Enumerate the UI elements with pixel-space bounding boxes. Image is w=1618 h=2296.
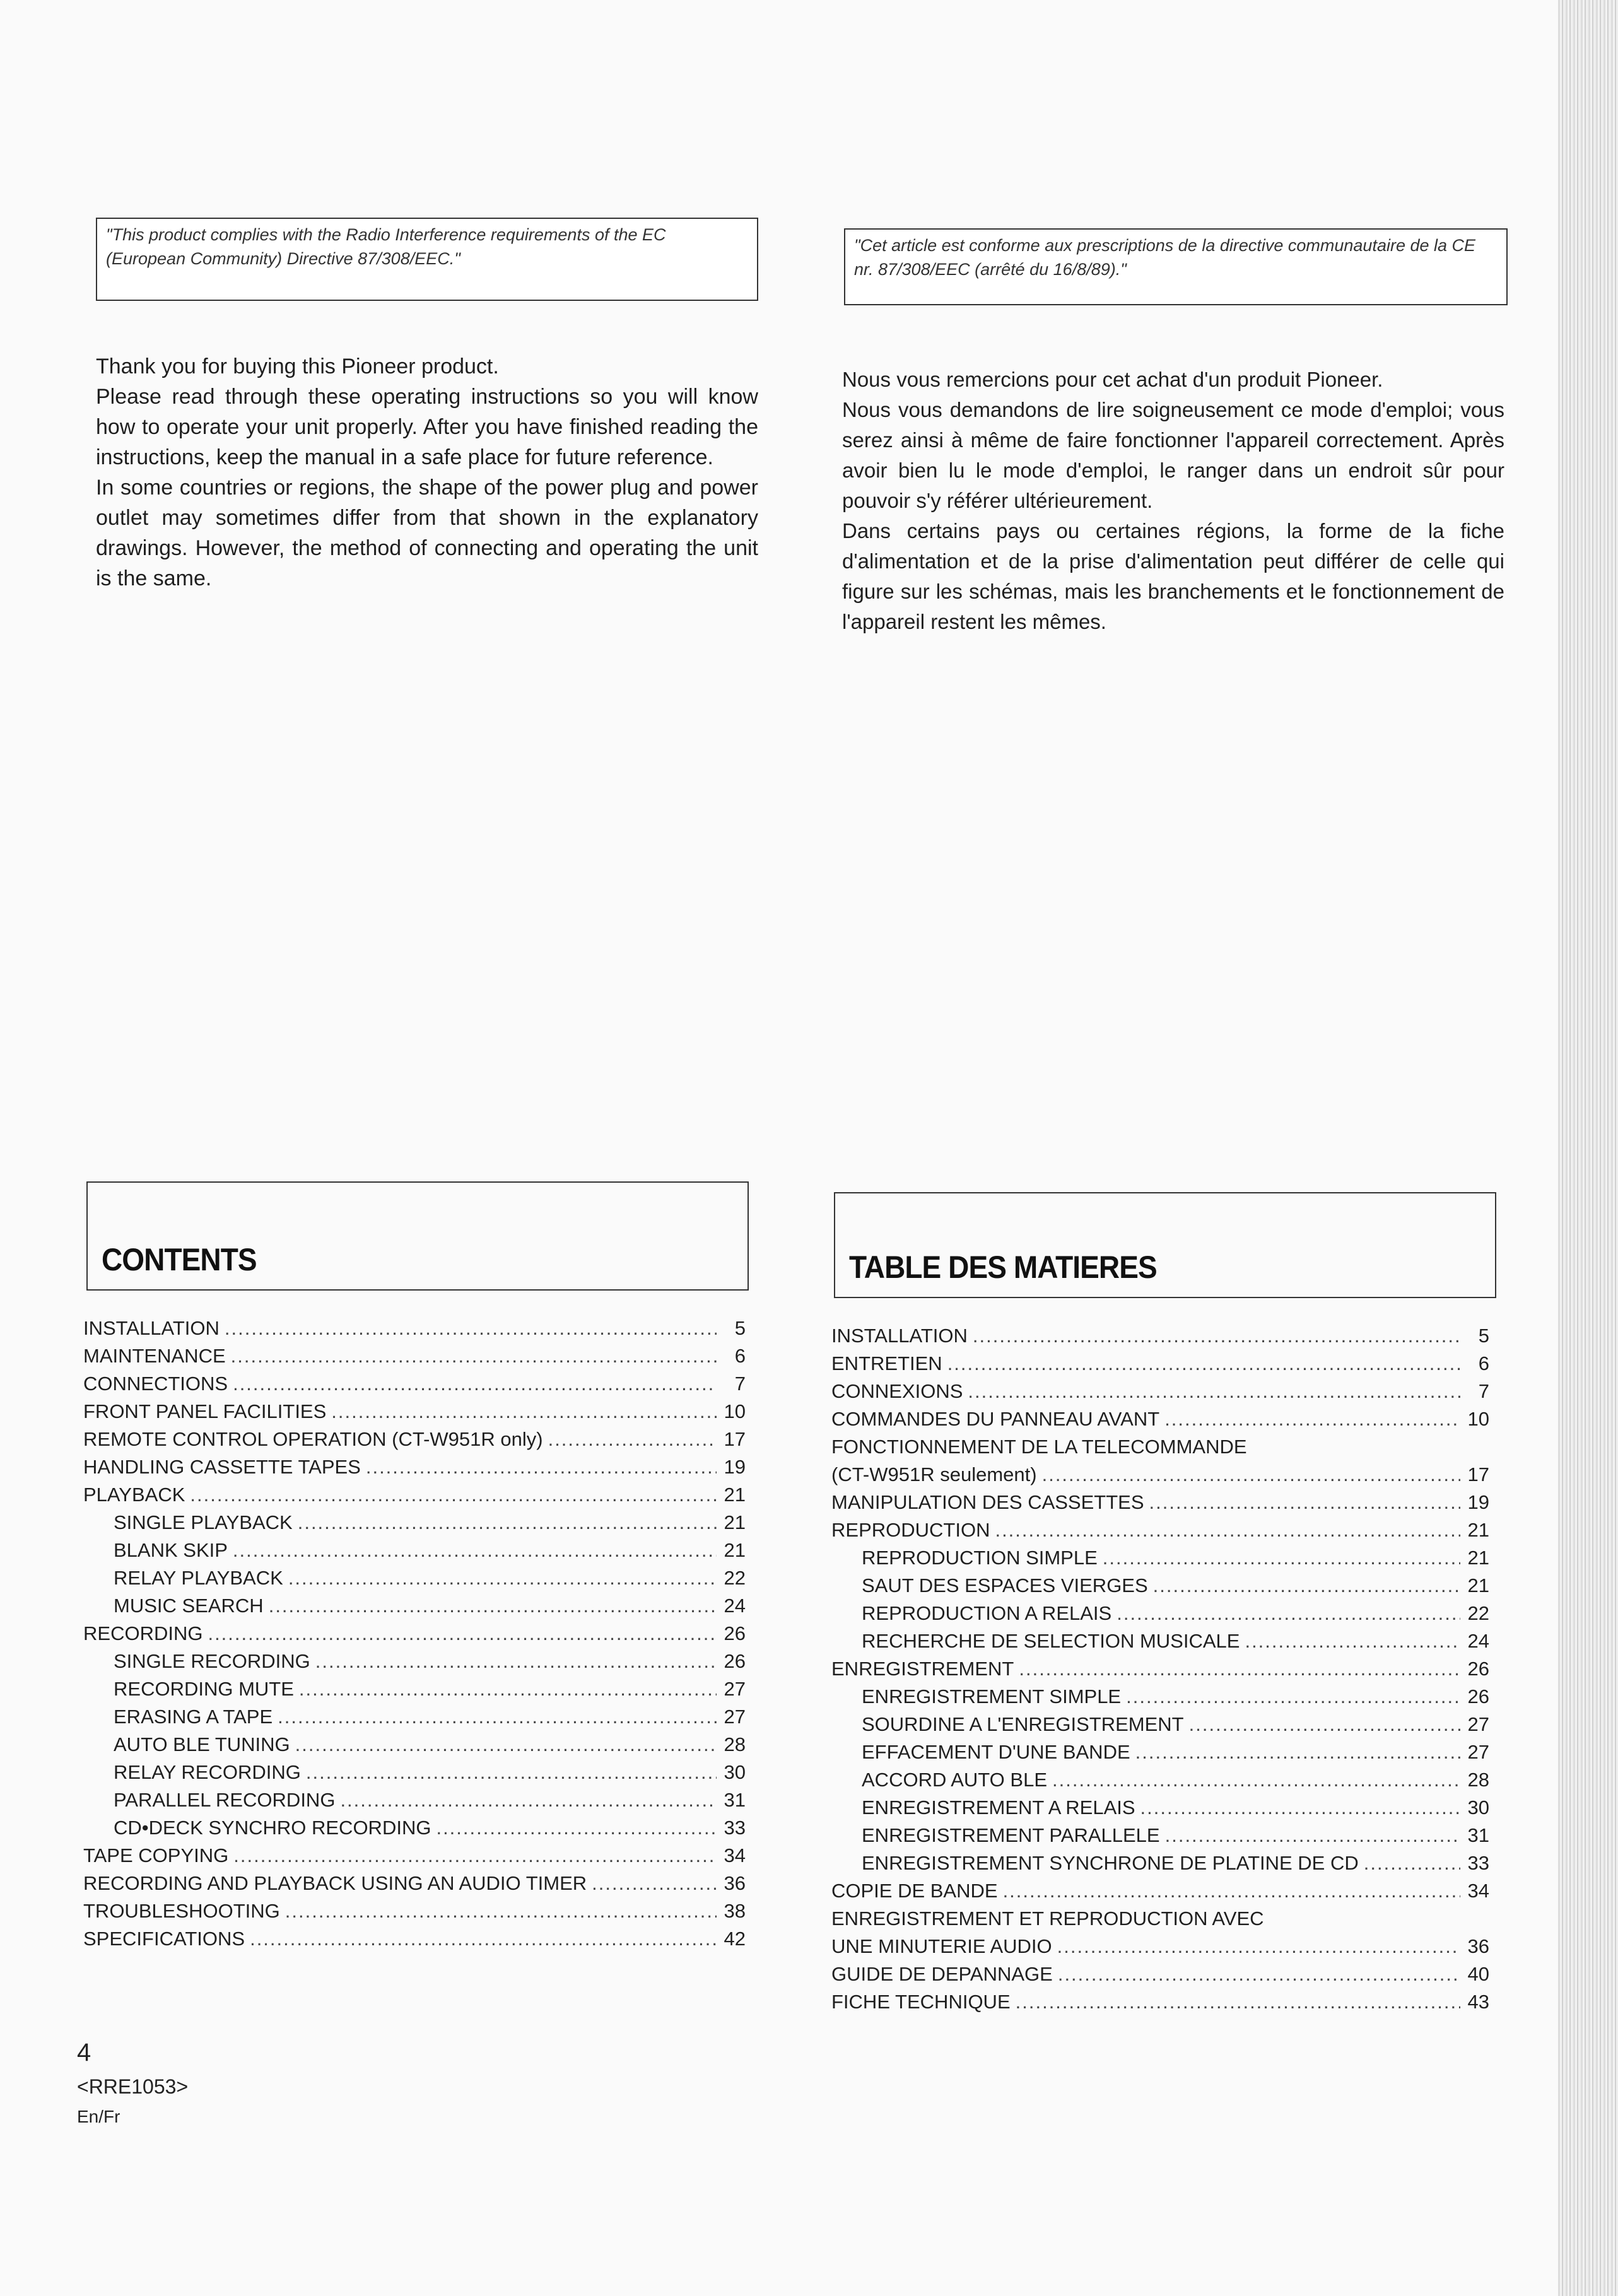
fr-toc-leader-dots — [1016, 1988, 1460, 2017]
fr-toc-entry — [831, 1822, 1489, 1849]
en-toc-entry — [83, 1620, 746, 1648]
fr-toc-leader-dots — [1153, 1572, 1460, 1600]
fr-toc-entry — [831, 1350, 1489, 1378]
en-toc-label: FRONT PANEL FACILITIES — [83, 1400, 327, 1422]
en-toc-entry — [83, 1426, 746, 1453]
intro-fr-p3: Dans certains pays ou certaines régions, la forme de la fiche d'alimentation et de la prise d'alimentation peut différer de celle qui figure sur les schémas, mais les branchements et le fonctionnement de l'appareil restent les mêmes. — [842, 519, 1504, 633]
en-toc-entry — [83, 1842, 746, 1870]
fr-toc-entry — [831, 1461, 1489, 1489]
en-toc-page-number: 38 — [724, 1900, 746, 1922]
fr-toc-label: ENREGISTREMENT ET REPRODUCTION AVEC — [831, 1907, 1264, 1930]
en-toc-label: ERASING A TAPE — [114, 1706, 273, 1728]
en-toc-label: SINGLE RECORDING — [114, 1650, 310, 1672]
fr-toc-leader-dots — [1164, 1405, 1460, 1434]
fr-toc-page-number: 40 — [1467, 1963, 1489, 1985]
fr-toc-label: ENTRETIEN — [831, 1352, 942, 1374]
fr-toc-page-number: 7 — [1478, 1380, 1489, 1402]
en-toc-label: RECORDING — [83, 1622, 203, 1644]
en-toc-leader-dots — [208, 1620, 717, 1648]
fr-toc-leader-dots — [968, 1378, 1460, 1406]
en-toc-leader-dots — [295, 1731, 717, 1759]
en-toc-page-number: 21 — [724, 1484, 746, 1506]
fr-toc-label: SAUT DES ESPACES VIERGES — [862, 1574, 1148, 1596]
contents-en-title: CONTENTS — [102, 1242, 257, 1277]
en-toc-label: PARALLEL RECORDING — [114, 1789, 336, 1811]
fr-toc-label: FICHE TECHNIQUE — [831, 1991, 1011, 2013]
fr-toc-label: FONCTIONNEMENT DE LA TELECOMMANDE — [831, 1436, 1247, 1458]
en-toc-label: HANDLING CASSETTE TAPES — [83, 1456, 361, 1478]
en-toc-leader-dots — [366, 1453, 717, 1481]
page-number: 4 — [77, 2039, 91, 2066]
fr-toc-label: ENREGISTREMENT A RELAIS — [862, 1796, 1135, 1819]
fr-toc-page-number: 43 — [1467, 1991, 1489, 2013]
contents-fr-title: TABLE DES MATIERES — [849, 1250, 1157, 1285]
fr-toc-page-number: 28 — [1467, 1769, 1489, 1791]
en-toc-page-number: 24 — [724, 1595, 746, 1617]
fr-toc-leader-dots — [1058, 1960, 1460, 1989]
en-toc-entry — [83, 1897, 746, 1925]
en-toc-label: PLAYBACK — [83, 1484, 185, 1506]
en-toc-entry — [83, 1537, 746, 1564]
fr-toc-page-number: 24 — [1467, 1630, 1489, 1652]
en-toc-label: MUSIC SEARCH — [114, 1595, 264, 1617]
fr-toc-label: GUIDE DE DEPANNAGE — [831, 1963, 1053, 1985]
fr-toc-page-number: 26 — [1467, 1685, 1489, 1707]
notice-fr-text: "Cet article est conforme aux prescriptions de la directive communautaire de la CE nr. 87/308/EEC (arrêté du 16/8/89)." — [854, 236, 1476, 279]
fr-toc-leader-dots — [947, 1350, 1460, 1378]
en-toc-entry — [83, 1814, 746, 1842]
en-toc-entry — [83, 1703, 746, 1731]
en-toc-label: CONNECTIONS — [83, 1373, 228, 1395]
en-toc-page-number: 26 — [724, 1650, 746, 1672]
en-toc-page-number: 27 — [724, 1678, 746, 1700]
fr-toc-entry — [831, 1600, 1489, 1627]
fr-toc-entry — [831, 1627, 1489, 1655]
fr-toc-label: CONNEXIONS — [831, 1380, 963, 1402]
en-toc-leader-dots — [233, 1537, 717, 1564]
en-toc-leader-dots — [548, 1426, 717, 1453]
en-toc-page-number: 5 — [734, 1317, 746, 1339]
en-toc-page-number: 10 — [724, 1400, 746, 1422]
fr-toc-entry — [831, 1711, 1489, 1738]
en-toc-page-number: 33 — [724, 1817, 746, 1839]
fr-toc-page-number: 30 — [1467, 1796, 1489, 1819]
en-toc-label: RECORDING AND PLAYBACK USING AN AUDIO TIMER — [83, 1872, 587, 1894]
fr-toc-label: RECHERCHE DE SELECTION MUSICALE — [862, 1630, 1240, 1652]
fr-toc-leader-dots — [1149, 1489, 1460, 1517]
en-toc-page-number: 6 — [734, 1345, 746, 1367]
en-toc-page-number: 36 — [724, 1872, 746, 1894]
fr-toc-page-number: 31 — [1467, 1824, 1489, 1846]
language-code: En/Fr — [77, 2107, 120, 2126]
en-toc-page-number: 31 — [724, 1789, 746, 1811]
en-toc-label: MAINTENANCE — [83, 1345, 226, 1367]
en-toc-leader-dots — [340, 1786, 717, 1814]
fr-toc-entry — [831, 1877, 1489, 1905]
fr-toc-label: ENREGISTREMENT SIMPLE — [862, 1685, 1122, 1707]
fr-toc-entry — [831, 1933, 1489, 1960]
en-toc-entry — [83, 1453, 746, 1481]
en-toc-leader-dots — [231, 1342, 717, 1370]
contents-fr-list — [831, 1322, 1489, 2016]
en-toc-label: CD•DECK SYNCHRO RECORDING — [114, 1817, 431, 1839]
notice-en — [96, 218, 758, 301]
fr-toc-entry — [831, 1544, 1489, 1572]
fr-toc-label: COMMANDES DU PANNEAU AVANT — [831, 1408, 1160, 1430]
en-toc-leader-dots — [331, 1398, 717, 1426]
en-toc-entry — [83, 1759, 746, 1786]
en-toc-label: RECORDING MUTE — [114, 1678, 294, 1700]
fr-toc-leader-dots — [1057, 1933, 1460, 1961]
fr-toc-label: ENREGISTREMENT PARALLELE — [862, 1824, 1160, 1846]
fr-toc-leader-dots — [1189, 1711, 1460, 1739]
en-toc-leader-dots — [288, 1564, 717, 1592]
en-toc-page-number: 26 — [724, 1622, 746, 1644]
en-toc-entry — [83, 1675, 746, 1703]
contents-fr-heading-box — [834, 1192, 1496, 1298]
en-toc-page-number: 7 — [734, 1373, 746, 1395]
fr-toc-leader-dots — [1135, 1738, 1460, 1767]
en-toc-page-number: 42 — [724, 1928, 746, 1950]
en-toc-entry — [83, 1370, 746, 1398]
fr-toc-label: (CT-W951R seulement) — [831, 1463, 1037, 1485]
en-toc-leader-dots — [225, 1315, 717, 1342]
fr-toc-page-number: 19 — [1467, 1491, 1489, 1513]
fr-toc-leader-dots — [1140, 1794, 1460, 1822]
fr-toc-leader-dots — [1126, 1683, 1460, 1711]
en-toc-leader-dots — [592, 1870, 717, 1897]
fr-toc-label: ENREGISTREMENT — [831, 1658, 1014, 1680]
en-toc-entry — [83, 1870, 746, 1897]
intro-fr-p2: Nous vous demandons de lire soigneusement ce mode d'emploi; vous serez ainsi à même de faire fonctionner l'appareil correctement. Après avoir bien lu le mode d'emploi, le ranger dans un endroit sûr pour pouvoir s'y référer ultérieurement. — [842, 398, 1504, 512]
fr-toc-label: EFFACEMENT D'UNE BANDE — [862, 1741, 1130, 1763]
en-toc-leader-dots — [233, 1370, 717, 1398]
en-toc-entry — [83, 1925, 746, 1953]
fr-toc-entry — [831, 1683, 1489, 1711]
en-toc-page-number: 30 — [724, 1761, 746, 1783]
fr-toc-entry — [831, 1405, 1489, 1433]
intro-en-p2: Please read through these operating instructions so you will know how to operate your unit properly. After you have finished reading the instructions, keep the manual in a safe place for future reference. — [96, 385, 758, 469]
en-toc-leader-dots — [190, 1481, 717, 1509]
en-toc-leader-dots — [269, 1592, 717, 1620]
en-toc-page-number: 27 — [724, 1706, 746, 1728]
fr-toc-leader-dots — [1052, 1766, 1460, 1795]
intro-fr — [842, 365, 1504, 637]
fr-toc-leader-dots — [1019, 1655, 1460, 1684]
fr-toc-entry — [831, 1322, 1489, 1350]
en-toc-label: AUTO BLE TUNING — [114, 1733, 290, 1755]
en-toc-entry — [83, 1509, 746, 1537]
fr-toc-entry — [831, 1960, 1489, 1988]
fr-toc-label: SOURDINE A L'ENREGISTREMENT — [862, 1713, 1184, 1735]
en-toc-page-number: 34 — [724, 1844, 746, 1866]
fr-toc-leader-dots — [1117, 1600, 1460, 1628]
fr-toc-leader-dots — [1103, 1544, 1460, 1573]
en-toc-leader-dots — [299, 1675, 717, 1703]
fr-toc-leader-dots — [1003, 1877, 1460, 1906]
en-toc-label: TAPE COPYING — [83, 1844, 229, 1866]
fr-toc-leader-dots — [1165, 1822, 1460, 1850]
en-toc-leader-dots — [298, 1509, 717, 1537]
en-toc-label: TROUBLESHOOTING — [83, 1900, 280, 1922]
fr-toc-label: ACCORD AUTO BLE — [862, 1769, 1048, 1791]
fr-toc-label: COPIE DE BANDE — [831, 1880, 998, 1902]
intro-en-p1: Thank you for buying this Pioneer product. — [96, 354, 499, 378]
en-toc-entry — [83, 1731, 746, 1759]
en-toc-leader-dots — [306, 1759, 717, 1786]
fr-toc-page-number: 21 — [1467, 1574, 1489, 1596]
en-toc-page-number: 21 — [724, 1539, 746, 1561]
en-toc-leader-dots — [278, 1703, 717, 1731]
en-toc-entry — [83, 1342, 746, 1370]
en-toc-label: RELAY RECORDING — [114, 1761, 301, 1783]
fr-toc-entry — [831, 1738, 1489, 1766]
fr-toc-entry — [831, 1655, 1489, 1683]
fr-toc-entry — [831, 1766, 1489, 1794]
fr-toc-leader-dots — [995, 1516, 1460, 1545]
fr-toc-leader-dots — [1245, 1627, 1460, 1656]
en-toc-page-number: 19 — [724, 1456, 746, 1478]
fr-toc-label: MANIPULATION DES CASSETTES — [831, 1491, 1144, 1513]
notice-en-text: "This product complies with the Radio Interference requirements of the EC (European Community) Directive 87/308/EEC." — [106, 225, 666, 268]
fr-toc-page-number: 5 — [1478, 1325, 1489, 1347]
fr-toc-entry — [831, 1516, 1489, 1544]
fr-toc-entry — [831, 1378, 1489, 1405]
fr-toc-page-number: 10 — [1467, 1408, 1489, 1430]
doc-code: <RRE1053> — [77, 2075, 189, 2098]
en-toc-label: RELAY PLAYBACK — [114, 1567, 283, 1589]
fr-toc-page-number: 21 — [1467, 1519, 1489, 1541]
en-toc-entry — [83, 1564, 746, 1592]
en-toc-leader-dots — [250, 1925, 717, 1953]
fr-toc-label: UNE MINUTERIE AUDIO — [831, 1935, 1052, 1957]
fr-toc-leader-dots — [973, 1322, 1460, 1350]
en-toc-page-number: 17 — [724, 1428, 746, 1450]
fr-toc-entry — [831, 1794, 1489, 1822]
fr-toc-entry — [831, 1905, 1489, 1933]
fr-toc-page-number: 36 — [1467, 1935, 1489, 1957]
fr-toc-label: INSTALLATION — [831, 1325, 968, 1347]
notice-fr — [844, 228, 1508, 305]
en-toc-label: INSTALLATION — [83, 1317, 220, 1339]
en-toc-label: SPECIFICATIONS — [83, 1928, 245, 1950]
en-toc-entry — [83, 1398, 746, 1426]
contents-en-list — [83, 1315, 746, 1953]
page-edge-shadow — [1558, 0, 1618, 2296]
fr-toc-page-number: 27 — [1467, 1713, 1489, 1735]
intro-en — [96, 351, 758, 594]
fr-toc-entry — [831, 1489, 1489, 1516]
en-toc-label: SINGLE PLAYBACK — [114, 1511, 293, 1533]
fr-toc-label: REPRODUCTION SIMPLE — [862, 1547, 1098, 1569]
fr-toc-page-number: 26 — [1467, 1658, 1489, 1680]
fr-toc-label: ENREGISTREMENT SYNCHRONE DE PLATINE DE CD — [862, 1852, 1359, 1874]
fr-toc-page-number: 22 — [1467, 1602, 1489, 1624]
en-toc-page-number: 21 — [724, 1511, 746, 1533]
fr-toc-page-number: 27 — [1467, 1741, 1489, 1763]
fr-toc-leader-dots — [1364, 1849, 1460, 1878]
en-toc-entry — [83, 1786, 746, 1814]
en-toc-label: BLANK SKIP — [114, 1539, 228, 1561]
fr-toc-entry — [831, 1433, 1489, 1461]
fr-toc-page-number: 6 — [1478, 1352, 1489, 1374]
en-toc-leader-dots — [285, 1897, 717, 1925]
en-toc-leader-dots — [315, 1648, 717, 1675]
en-toc-leader-dots — [233, 1842, 717, 1870]
en-toc-entry — [83, 1592, 746, 1620]
contents-en-heading-box — [86, 1181, 749, 1291]
fr-toc-label: REPRODUCTION — [831, 1519, 990, 1541]
fr-toc-page-number: 34 — [1467, 1880, 1489, 1902]
en-toc-entry — [83, 1481, 746, 1509]
en-toc-label: REMOTE CONTROL OPERATION (CT-W951R only) — [83, 1428, 543, 1450]
en-toc-entry — [83, 1315, 746, 1342]
fr-toc-entry — [831, 1572, 1489, 1600]
en-toc-page-number: 28 — [724, 1733, 746, 1755]
en-toc-leader-dots — [436, 1814, 717, 1842]
fr-toc-leader-dots — [1042, 1461, 1460, 1489]
fr-toc-page-number: 33 — [1467, 1852, 1489, 1874]
fr-toc-entry — [831, 1988, 1489, 2016]
intro-en-p3: In some countries or regions, the shape of the power plug and power outlet may sometimes differ from that shown in the explanatory drawings. However, the method of connecting and operating the unit is the same. — [96, 476, 758, 590]
fr-toc-page-number: 21 — [1467, 1547, 1489, 1569]
fr-toc-page-number: 17 — [1467, 1463, 1489, 1485]
fr-toc-entry — [831, 1849, 1489, 1877]
en-toc-page-number: 22 — [724, 1567, 746, 1589]
intro-fr-p1: Nous vous remercions pour cet achat d'un produit Pioneer. — [842, 368, 1383, 391]
fr-toc-label: REPRODUCTION A RELAIS — [862, 1602, 1112, 1624]
en-toc-entry — [83, 1648, 746, 1675]
